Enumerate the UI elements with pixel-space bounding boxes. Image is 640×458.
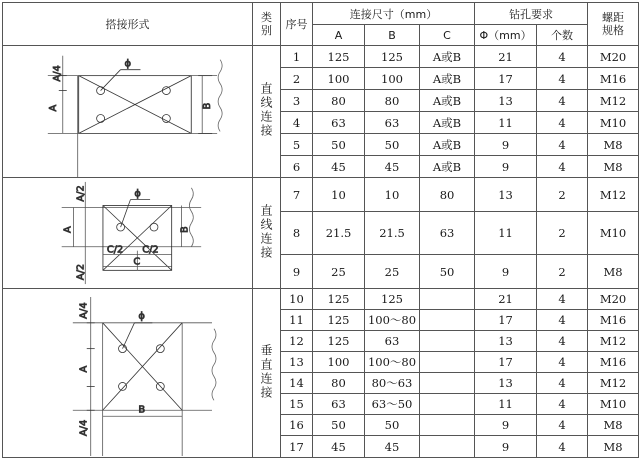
diagram-label-phi: ϕ: [134, 188, 141, 200]
header-col-phi: Φ（mm）: [475, 25, 537, 46]
header-dims: 连接尺寸（mm）: [313, 3, 475, 25]
cell-c: 50: [420, 255, 475, 289]
cell-seq: 1: [281, 46, 313, 68]
cell-phi: 21: [475, 46, 537, 68]
cell-count: 4: [537, 68, 588, 90]
cell-bolt: M8: [588, 156, 639, 178]
cell-b: 100～80: [365, 352, 420, 373]
header-category-text: 类别: [261, 11, 272, 37]
cell-c: A或B: [420, 90, 475, 112]
header-drill: 钻孔要求: [475, 3, 588, 25]
cell-count: 2: [537, 212, 588, 255]
cell-seq: 15: [281, 394, 313, 415]
cell-phi: 13: [475, 178, 537, 212]
cell-bolt: M16: [588, 68, 639, 90]
cell-a: 63: [313, 112, 365, 134]
cell-a: 125: [313, 289, 365, 310]
cell-count: 4: [537, 394, 588, 415]
cell-b: 80: [365, 90, 420, 112]
category-cell: [253, 289, 281, 458]
cell-a: 125: [313, 310, 365, 331]
cell-b: 50: [365, 134, 420, 156]
category-cell: [253, 178, 281, 289]
cell-bolt: M16: [588, 310, 639, 331]
table-row: [3, 46, 639, 68]
lap-joint-diagram-perpendicular: [3, 289, 252, 457]
cell-seq: 5: [281, 134, 313, 156]
diagram-label-phi: ϕ: [124, 58, 132, 70]
cell-bolt: M12: [588, 90, 639, 112]
cell-seq: 13: [281, 352, 313, 373]
bus-bar-connection-table: [2, 2, 639, 458]
category-cell: [253, 46, 281, 178]
cell-count: 4: [537, 373, 588, 394]
cell-a: 50: [313, 415, 365, 436]
header-col-b: B: [365, 25, 420, 46]
cell-a: 100: [313, 352, 365, 373]
cell-b: 63: [365, 112, 420, 134]
cell-count: 4: [537, 90, 588, 112]
cell-bolt: M10: [588, 112, 639, 134]
cell-seq: 3: [281, 90, 313, 112]
cell-b: 45: [365, 436, 420, 458]
header-col-a: A: [313, 25, 365, 46]
cell-seq: 14: [281, 373, 313, 394]
cell-a: 100: [313, 68, 365, 90]
category-label: 直线连接: [259, 82, 273, 138]
cell-phi: 13: [475, 90, 537, 112]
lap-joint-diagram-straight-4hole: [3, 46, 252, 177]
cell-a: 21.5: [313, 212, 365, 255]
diagram-label-dim-c: C: [133, 256, 141, 268]
cell-b: 80～63: [365, 373, 420, 394]
cell-seq: 4: [281, 112, 313, 134]
cell-c: [420, 394, 475, 415]
diagram-label-dim-a: A: [62, 226, 74, 233]
table-row: [3, 178, 639, 212]
cell-c: [420, 352, 475, 373]
table-row: [3, 289, 639, 310]
header-form: 搭接形式: [3, 3, 253, 46]
cell-c: A或B: [420, 156, 475, 178]
cell-seq: 8: [281, 212, 313, 255]
cell-c: [420, 415, 475, 436]
cell-count: 2: [537, 255, 588, 289]
lap-joint-diagram-straight-2hole: [3, 178, 252, 288]
cell-phi: 9: [475, 255, 537, 289]
header-seq-text: 序号: [285, 17, 308, 31]
diagram-label-dim-b: B: [179, 226, 191, 233]
cell-phi: 9: [475, 415, 537, 436]
cell-bolt: M8: [588, 255, 639, 289]
cell-b: 63～50: [365, 394, 420, 415]
cell-c: [420, 331, 475, 352]
cell-c: A或B: [420, 112, 475, 134]
cell-seq: 7: [281, 178, 313, 212]
cell-phi: 13: [475, 373, 537, 394]
diagram-label-half-c-right: C/2: [142, 244, 159, 256]
cell-bolt: M8: [588, 134, 639, 156]
cell-a: 125: [313, 331, 365, 352]
header-seq: [281, 3, 313, 46]
diagram-label-half-a-bottom: A/2: [75, 263, 87, 281]
cell-c: A或B: [420, 68, 475, 90]
cell-a: 45: [313, 156, 365, 178]
cell-seq: 6: [281, 156, 313, 178]
diagram-label-phi: ϕ: [138, 310, 145, 322]
cell-b: 100: [365, 68, 420, 90]
diagram-label-dim-b: B: [138, 404, 146, 416]
cell-count: 4: [537, 310, 588, 331]
cell-bolt: M20: [588, 289, 639, 310]
cell-b: 45: [365, 156, 420, 178]
cell-phi: 11: [475, 394, 537, 415]
cell-a: 80: [313, 373, 365, 394]
cell-phi: 11: [475, 212, 537, 255]
cell-c: [420, 436, 475, 458]
cell-bolt: M12: [588, 178, 639, 212]
header-bolt-text: 螺距规格: [602, 11, 625, 37]
cell-phi: 9: [475, 156, 537, 178]
cell-seq: 2: [281, 68, 313, 90]
cell-seq: 11: [281, 310, 313, 331]
cell-a: 25: [313, 255, 365, 289]
cell-bolt: M12: [588, 331, 639, 352]
cell-phi: 9: [475, 436, 537, 458]
cell-phi: 11: [475, 112, 537, 134]
cell-b: 21.5: [365, 212, 420, 255]
cell-bolt: M10: [588, 212, 639, 255]
cell-b: 50: [365, 415, 420, 436]
cell-bolt: M12: [588, 373, 639, 394]
cell-c: A或B: [420, 134, 475, 156]
lap-joint-diagram-cell: [3, 289, 253, 458]
cell-c: 63: [420, 212, 475, 255]
header-col-c: C: [420, 25, 475, 46]
lap-joint-diagram-cell: [3, 178, 253, 289]
cell-b: 63: [365, 331, 420, 352]
cell-c: [420, 373, 475, 394]
cell-a: 50: [313, 134, 365, 156]
diagram-label-dim-b: B: [202, 102, 214, 110]
cell-phi: 21: [475, 289, 537, 310]
cell-count: 4: [537, 156, 588, 178]
cell-a: 10: [313, 178, 365, 212]
cell-seq: 16: [281, 415, 313, 436]
cell-seq: 9: [281, 255, 313, 289]
cell-phi: 13: [475, 331, 537, 352]
diagram-label-quarter-a-top: A/4: [78, 302, 90, 319]
cell-b: 125: [365, 289, 420, 310]
cell-bolt: M16: [588, 352, 639, 373]
diagram-label-half-a-top: A/2: [75, 185, 87, 202]
diagram-label-quarter-a: A/4: [51, 65, 63, 82]
cell-phi: 17: [475, 352, 537, 373]
cell-b: 125: [365, 46, 420, 68]
cell-bolt: M8: [588, 436, 639, 458]
cell-count: 4: [537, 46, 588, 68]
cell-b: 10: [365, 178, 420, 212]
cell-phi: 9: [475, 134, 537, 156]
header-category: [253, 3, 281, 46]
cell-bolt: M20: [588, 46, 639, 68]
cell-count: 4: [537, 331, 588, 352]
cell-count: 4: [537, 415, 588, 436]
cell-phi: 17: [475, 310, 537, 331]
cell-c: A或B: [420, 46, 475, 68]
cell-a: 63: [313, 394, 365, 415]
cell-b: 100～80: [365, 310, 420, 331]
cell-count: 4: [537, 352, 588, 373]
cell-bolt: M10: [588, 394, 639, 415]
cell-count: 4: [537, 134, 588, 156]
diagram-label-dim-a: A: [78, 365, 90, 373]
diagram-label-half-c-left: C/2: [106, 244, 124, 256]
header-bolt: [588, 3, 639, 46]
diagram-label-quarter-a-bottom: A/4: [78, 419, 90, 437]
cell-bolt: M8: [588, 415, 639, 436]
cell-seq: 17: [281, 436, 313, 458]
diagram-label-dim-a: A: [47, 104, 59, 112]
cell-phi: 17: [475, 68, 537, 90]
cell-count: 2: [537, 178, 588, 212]
cell-count: 4: [537, 436, 588, 458]
cell-seq: 12: [281, 331, 313, 352]
cell-a: 45: [313, 436, 365, 458]
cell-count: 4: [537, 112, 588, 134]
cell-count: 4: [537, 289, 588, 310]
header-col-count: 个数: [537, 25, 588, 46]
cell-a: 125: [313, 46, 365, 68]
cell-c: 80: [420, 178, 475, 212]
cell-c: [420, 289, 475, 310]
lap-joint-diagram-cell: [3, 46, 253, 178]
cell-a: 80: [313, 90, 365, 112]
category-label: 垂直连接: [259, 343, 273, 400]
category-label: 直线连接: [259, 203, 273, 260]
cell-seq: 10: [281, 289, 313, 310]
cell-c: [420, 310, 475, 331]
cell-b: 25: [365, 255, 420, 289]
